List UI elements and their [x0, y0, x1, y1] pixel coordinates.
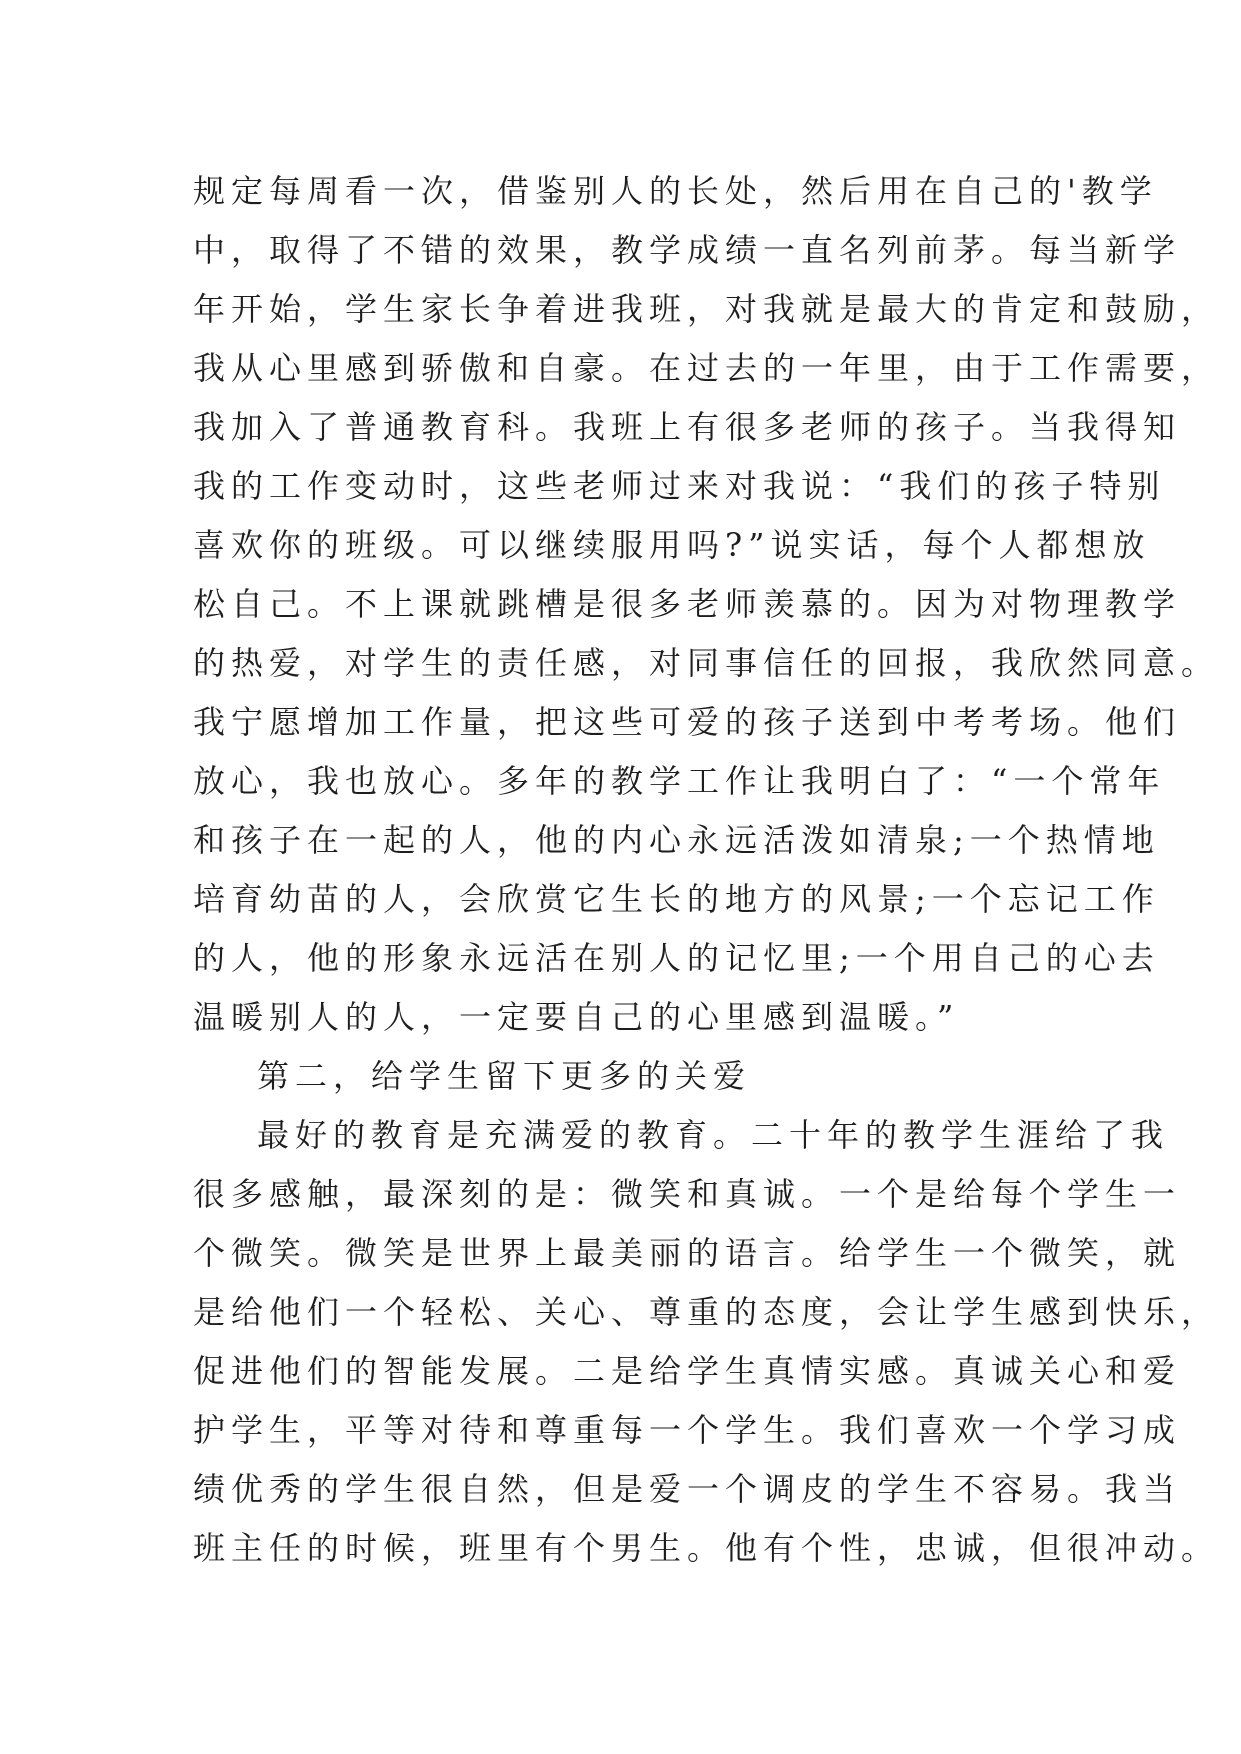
text-line: 个微笑。微笑是世界上最美丽的语言。给学生一个微笑，就: [193, 1234, 1182, 1272]
section-heading: 第二，给学生留下更多的关爱: [257, 1057, 752, 1095]
text-line: 规定每周看一次，借鉴别人的长处，然后用在自己的'教学: [193, 172, 1158, 210]
text-line: 的人，他的形象永远活在别人的记忆里;一个用自己的心去: [193, 939, 1160, 977]
text-line: 很多感触，最深刻的是：微笑和真诚。一个是给每个学生一: [193, 1175, 1182, 1213]
text-line: 我宁愿增加工作量，把这些可爱的孩子送到中考考场。他们: [193, 703, 1182, 741]
text-line: 班主任的时候，班里有个男生。他有个性，忠诚，但很冲动。: [193, 1529, 1220, 1567]
text-line: 我加入了普通教育科。我班上有很多老师的孩子。当我得知: [193, 408, 1182, 446]
text-line: 培育幼苗的人，会欣赏它生长的地方的风景;一个忘记工作: [193, 880, 1160, 918]
text-line: 绩优秀的学生很自然，但是爱一个调皮的学生不容易。我当: [193, 1470, 1182, 1508]
text-line: 和孩子在一起的人，他的内心永远活泼如清泉;一个热情地: [193, 821, 1160, 859]
text-line: 护学生，平等对待和尊重每一个学生。我们喜欢一个学习成: [193, 1411, 1182, 1449]
text-line: 中，取得了不错的效果，教学成绩一直名列前茅。每当新学: [193, 231, 1182, 269]
text-line: 的热爱，对学生的责任感，对同事信任的回报，我欣然同意。: [193, 644, 1220, 682]
text-line: 喜欢你的班级。可以继续服用吗?”说实话，每个人都想放: [193, 526, 1151, 564]
text-line: 放心，我也放心。多年的教学工作让我明白了：“一个常年: [193, 762, 1166, 800]
text-line: 我的工作变动时，这些老师过来对我说：“我们的孩子特别: [193, 467, 1166, 505]
text-line: 温暖别人的人，一定要自己的心里感到温暖。”: [193, 998, 960, 1036]
paragraph-first-line: 最好的教育是充满爱的教育。二十年的教学生涯给了我: [257, 1116, 1170, 1154]
text-line: 促进他们的智能发展。二是给学生真情实感。真诚关心和爱: [193, 1352, 1182, 1390]
text-line: 是给他们一个轻松、关心、尊重的态度，会让学生感到快乐，: [193, 1293, 1220, 1331]
document-body: [193, 162, 1220, 1578]
text-line: 年开始，学生家长争着进我班，对我就是最大的肯定和鼓励，: [193, 290, 1220, 328]
text-line: 我从心里感到骄傲和自豪。在过去的一年里，由于工作需要，: [193, 349, 1220, 387]
text-line: 松自己。不上课就跳槽是很多老师羡慕的。因为对物理教学: [193, 585, 1182, 623]
